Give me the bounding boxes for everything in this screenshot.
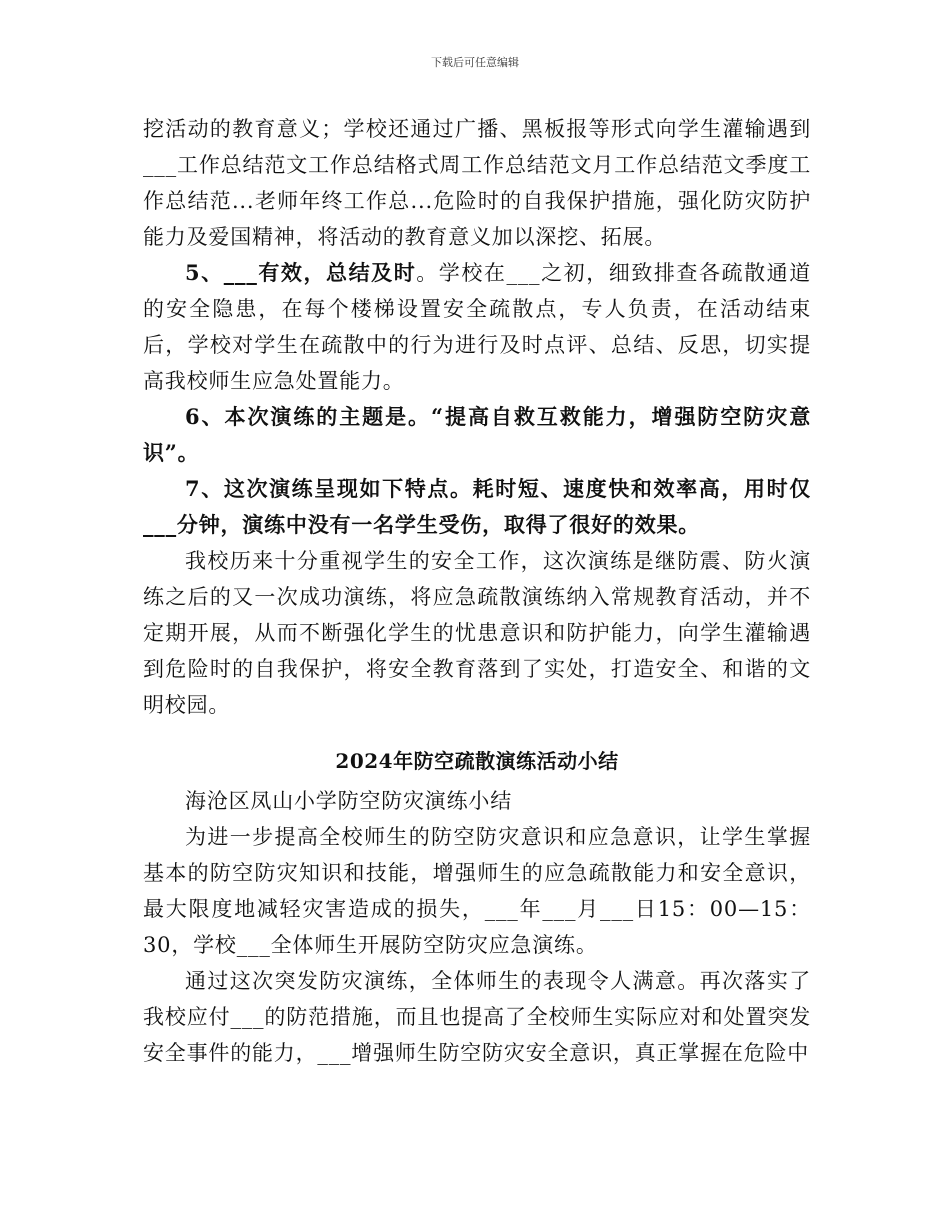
page-header: 下载后可任意编辑 xyxy=(431,56,519,69)
section-title: 2024年防空疏散演练活动小结 xyxy=(335,749,619,773)
section-paragraph-2: 通过这次突发防灾演练，全体师生的表现令人满意。再次落实了我校应付___的防范措施，而且也提高了全校师生实际应对和处置突发安全事件的能力，___增强师生防空防灾安全意识，真正掌握在危险中 xyxy=(143,969,811,1065)
paragraph-item-5 xyxy=(143,255,811,399)
paragraph-continuation: 挖活动的教育意义；学校还通过广播、黑板报等形式向学生灌输遇到___工作总结范文工作总结格式周工作总结范文月工作总结范文季度工作总结范...老师年终工作总...危险时的自我保护措施，强化防灾防护能力及爱国精神，将活动的教育意义加以深挖、拓展。 xyxy=(143,117,811,249)
section-subtitle: 海沧区凤山小学防空防灾演练小结 xyxy=(185,789,512,813)
item-5-body: 。学校在___之初，细致排查各疏散通道的安全隐患，在每个楼梯设置安全疏散点，专人负责，在活动结束后，学校对学生在疏散中的行为进行及时点评、总结、反思，切实提高我校师生应急处置能力。 xyxy=(143,261,811,393)
paragraph-summary: 我校历来十分重视学生的安全工作，这次演练是继防震、防火演练之后的又一次成功演练，将应急疏散演练纳入常规教育活动，并不定期开展，从而不断强化学生的忧患意识和防护能力，向学生灌输遇到危险时的自我保护，将安全教育落到了实处，打造安全、和谐的文明校园。 xyxy=(143,549,811,717)
paragraph-item-7: 7、这次演练呈现如下特点。耗时短、速度快和效率高，用时仅___分钟，演练中没有一名学生受伤，取得了很好的效果。 xyxy=(143,476,811,537)
item-5-heading: 5、___有效，总结及时 xyxy=(185,260,417,285)
paragraph-item-6: 6、本次演练的主题是。“提高自救互救能力，增强防空防灾意识”。 xyxy=(143,404,811,465)
section-paragraph-1: 为进一步提高全校师生的防空防灾意识和应急意识，让学生掌握基本的防空防灾知识和技能，增强师生的应急疏散能力和安全意识，最大限度地减轻灾害造成的损失，___年___月___日15：00—15：30，学校___全体师生开展防空防灾应急演练。 xyxy=(143,825,811,957)
document-body xyxy=(143,111,811,1071)
